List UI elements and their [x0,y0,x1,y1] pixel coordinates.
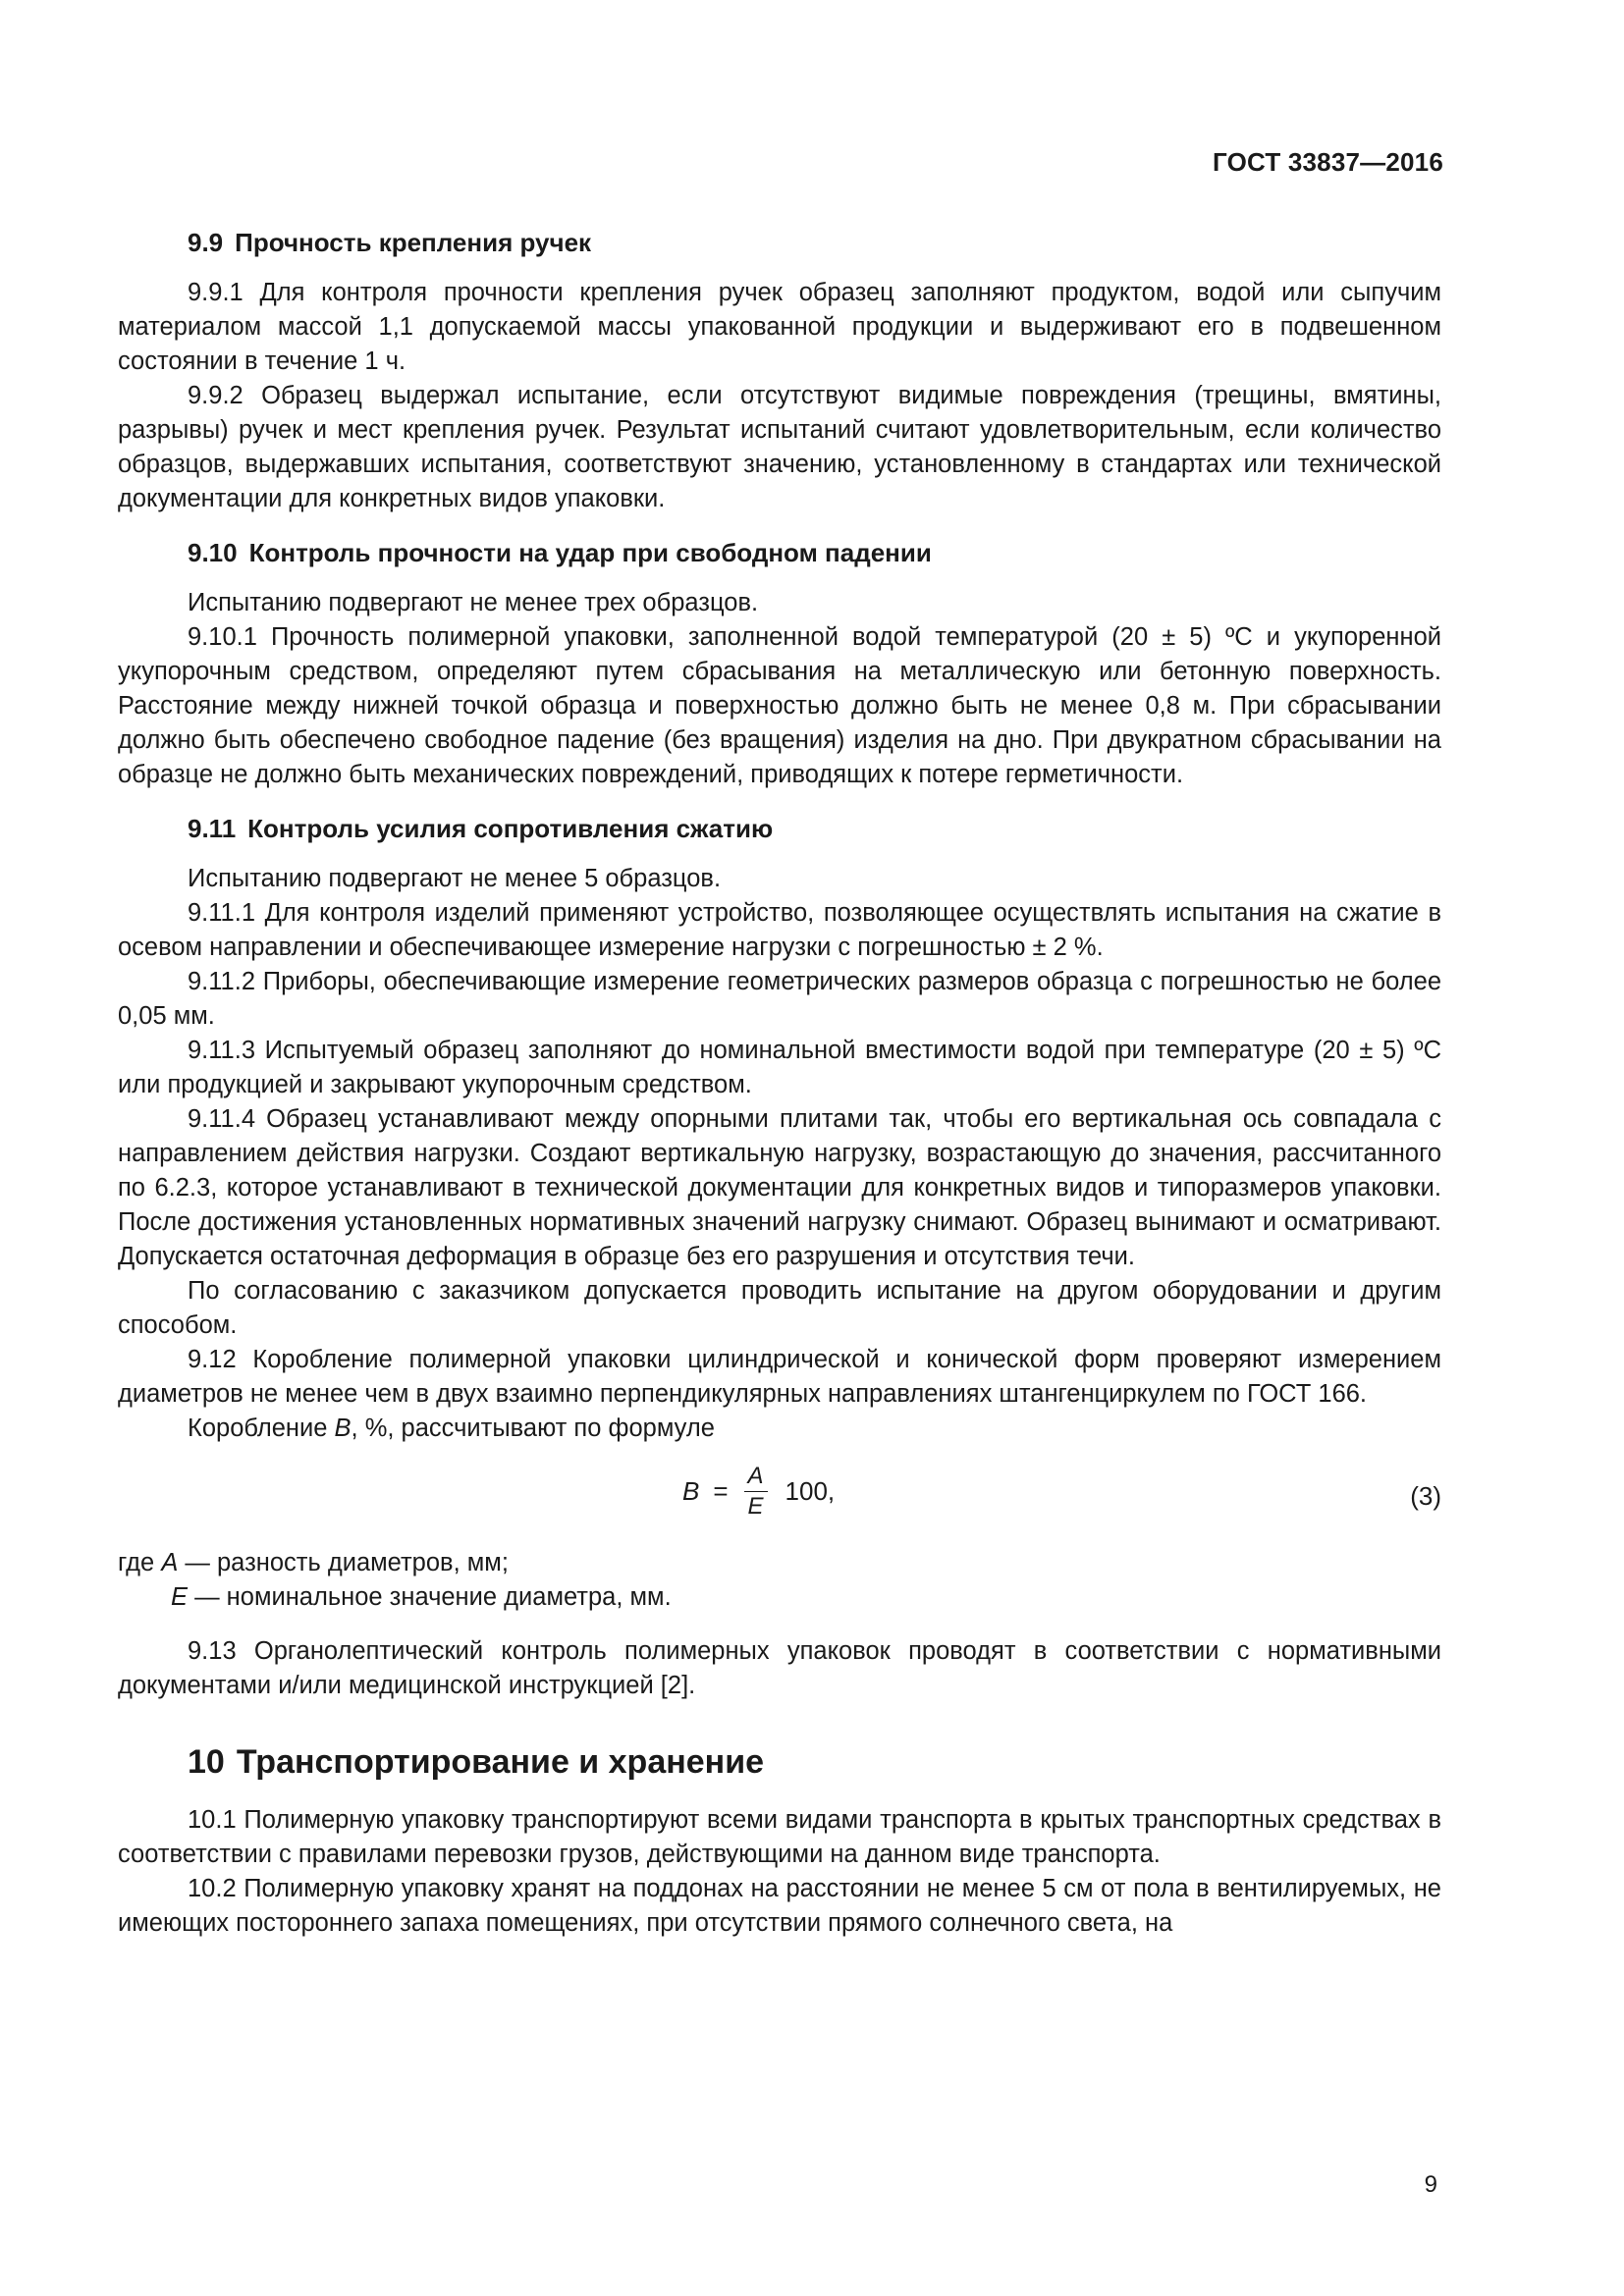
legend-text-e: — номинальное значение диаметра, мм. [188,1583,672,1611]
chapter-number: 10 [188,1743,225,1781]
chapter-heading-10 [118,1742,1441,1782]
formula-block [118,1452,1441,1546]
section-number: 9.10 [188,538,238,567]
legend-symbol-a: A [161,1549,179,1576]
formula-lhs: B [682,1476,700,1506]
formula-intro-variable: B [334,1415,352,1442]
paragraph-9-10-1: 9.10.1 Прочность полимерной упаковки, заполненной водой температурой (20 ± 5) ºС и укупоренной укупорочным средством, определяют путем сбрасывания на металлическую или бетонную поверхность. Расстояние между нижней точкой образца и поверхностью должно быть не менее 0,8 м. При сбрасывании должно быть обеспечено свободное падение (без вращения) изделия на дно. При двукратном сбрасывании на образце не должно быть механических повреждений, приводящих к потере герметичности. [118,623,1441,788]
formula-intro-text-end: , %, рассчитывают по формуле [351,1415,715,1442]
formula-legend-e [118,1580,1441,1615]
legend-symbol-e: E [171,1583,189,1611]
paragraph-9-11-intro: Испытанию подвергают не менее 5 образцов. [188,865,722,892]
formula-equals: = [713,1476,729,1506]
paragraph-9-10-intro: Испытанию подвергают не менее трех образцов. [188,589,759,616]
section-number: 9.9 [188,228,224,257]
chapter-title: Транспортирование и хранение [236,1743,765,1781]
section-title: Контроль усилия сопротивления сжатию [247,814,774,843]
paragraph-10-1: 10.1 Полимерную упаковку транспортируют всеми видами транспорта в крытых транспортных средствах в соответствии с правилами перевозки грузов, действующими на данном виде транспорта. [118,1806,1441,1868]
legend-text-a: — разность диаметров, мм; [178,1549,509,1576]
section-heading-9-11 [118,812,1441,846]
formula-intro [118,1412,1441,1446]
paragraph-9-11-1: 9.11.1 Для контроля изделий применяют устройство, позволяющее осуществлять испытания на сжатие в осевом направлении и обеспечивающее измерение нагрузки с погрешностью ± 2 %. [118,899,1441,961]
document-code: ГОСТ 33837—2016 [1213,147,1443,177]
page-number: 9 [1424,2171,1437,2198]
paragraph-9-9-2: 9.9.2 Образец выдержал испытание, если отсутствуют видимые повреждения (трещины, вмятины, разрывы) ручек и мест крепления ручек. Результат испытаний считают удовлетворительным, если количество образцов, выдержавших испытания, соответствуют значению, установленному в стандартах или технической документации для конкретных видов упаковки. [118,382,1441,512]
legend-prefix: где [118,1549,162,1576]
paragraph-9-11-4: 9.11.4 Образец устанавливают между опорными плитами так, чтобы его вертикальная ось совпадала с направлением действия нагрузки. Создают вертикальную нагрузку, возрастающую до значения, рассчитанного по 6.2.3, которое устанавливают в технической документации для конкретных видов и типоразмеров упаковки. После достижения установленных нормативных значений нагрузку снимают. Образец вынимают и осматривают. Допускается остаточная деформация в образце без его разрушения и отсутствия течи. [118,1105,1441,1270]
section-heading-9-10 [118,536,1441,570]
paragraph-9-9-1: 9.9.1 Для контроля прочности крепления ручек образец заполняют продуктом, водой или сыпучим материалом массой 1,1 допускаемой массы упакованной продукции и выдерживают его в подвешенном состоянии в течение 1 ч. [118,279,1441,375]
formula-numerator: A [744,1462,768,1492]
paragraph-9-11-2: 9.11.2 Приборы, обеспечивающие измерение геометрических размеров образца с погрешностью не более 0,05 мм. [118,968,1441,1030]
formula [682,1462,835,1522]
formula-coefficient: 100, [785,1476,836,1506]
formula-legend-a [118,1546,1441,1580]
paragraph-10-2: 10.2 Полимерную упаковку хранят на поддонах на расстоянии не менее 5 см от пола в вентилируемых, не имеющих постороннего запаха помещениях, при отсутствии прямого солнечного света, на [118,1875,1441,1937]
paragraph-9-11-3: 9.11.3 Испытуемый образец заполняют до номинальной вместимости водой при температуре (20 ± 5) ºС или продукцией и закрывают укупорочным средством. [118,1037,1441,1098]
paragraph-9-13: 9.13 Органолептический контроль полимерных упаковок проводят в соответствии с нормативными документами и/или медицинской инструкцией [2]. [118,1637,1441,1699]
section-title: Контроль прочности на удар при свободном падении [248,538,932,567]
section-title: Прочность крепления ручек [235,228,592,257]
page-content [118,226,1441,1941]
formula-intro-text: Коробление [188,1415,335,1442]
paragraph-9-12: 9.12 Коробление полимерной упаковки цилиндрической и конической форм проверяют измерением диаметров не менее чем в двух взаимно перпендикулярных направлениях штангенциркулем по ГОСТ 166. [118,1346,1441,1408]
formula-number: (3) [1410,1481,1441,1511]
section-heading-9-9 [118,226,1441,260]
formula-denominator: E [747,1493,764,1520]
paragraph-9-11-agreement: По согласованию с заказчиком допускается проводить испытание на другом оборудовании и другим способом. [118,1277,1441,1339]
section-number: 9.11 [188,814,237,843]
formula-fraction [744,1462,768,1522]
